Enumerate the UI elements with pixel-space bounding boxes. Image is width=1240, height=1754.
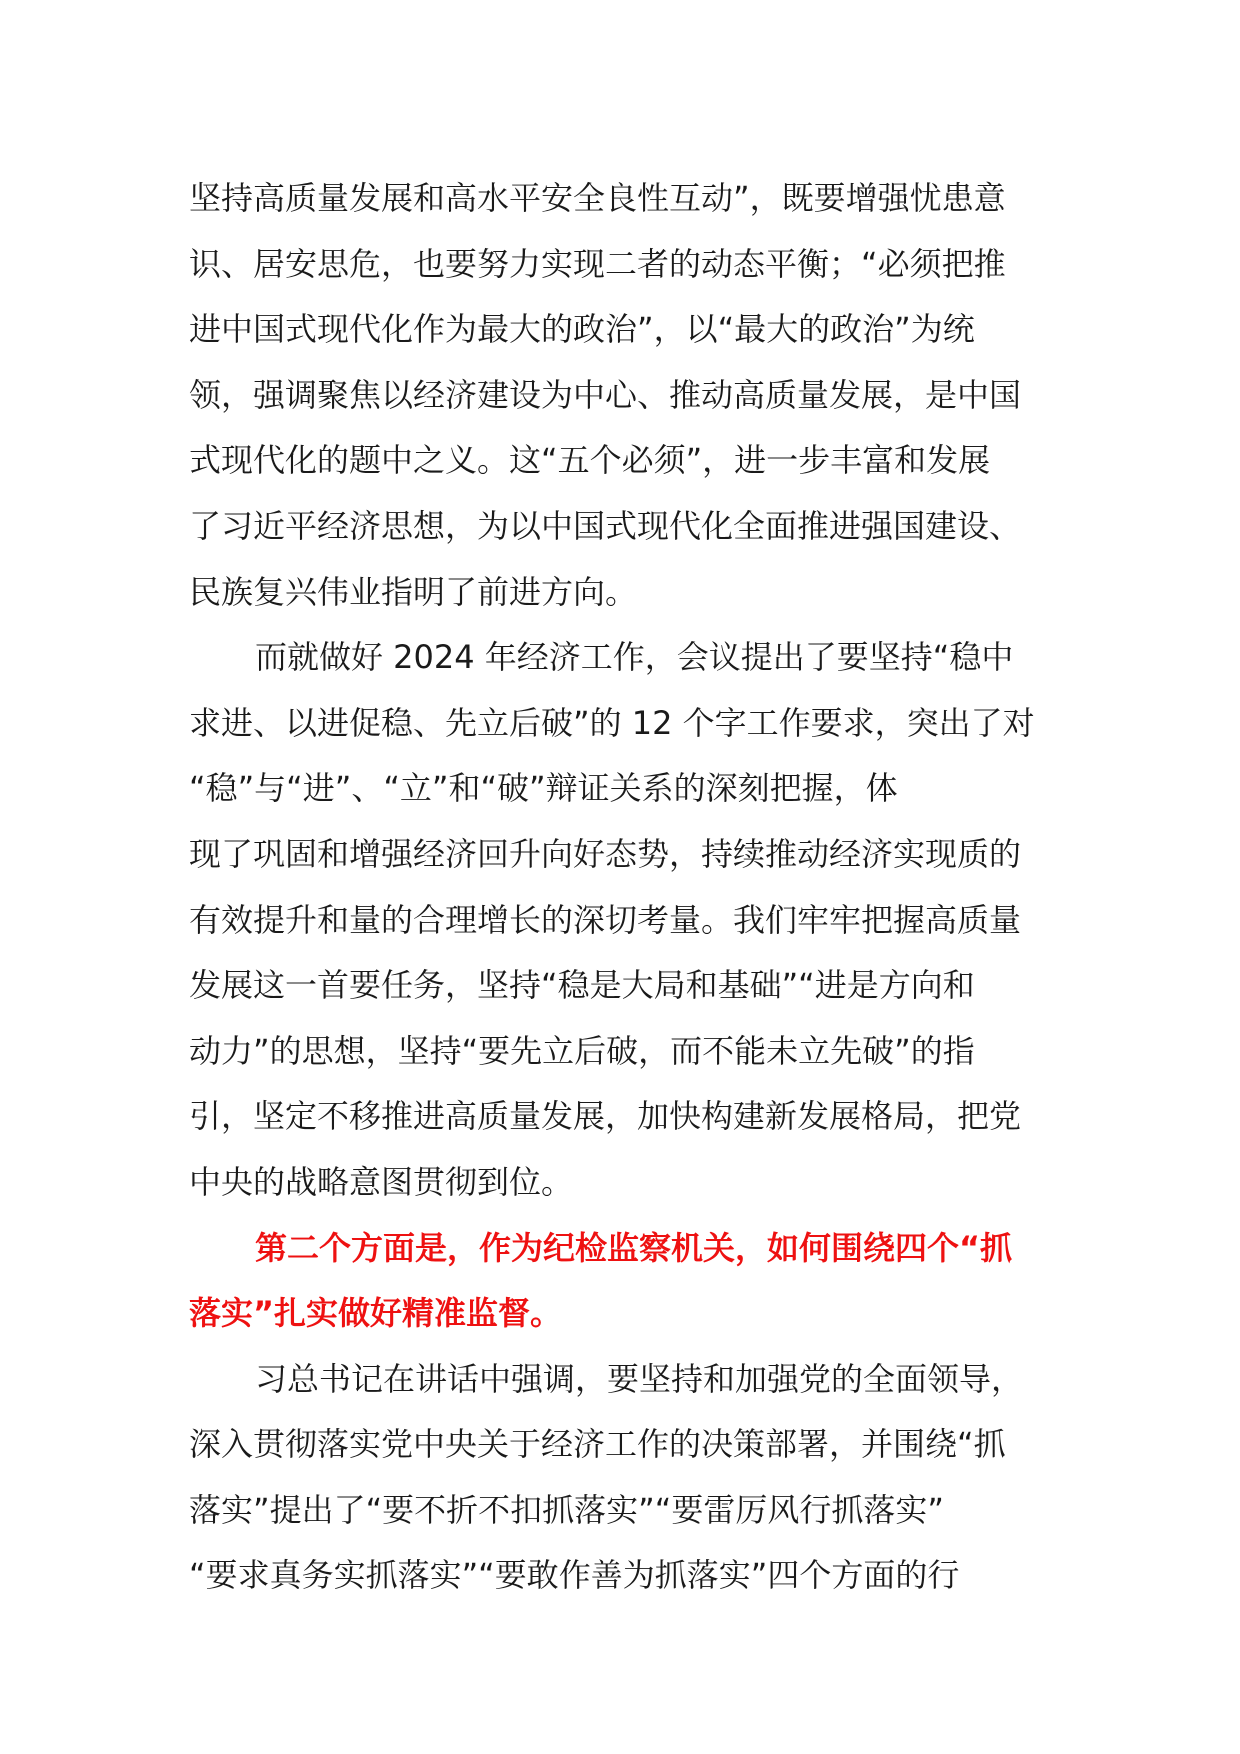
- text-line: 式现代化的题中之义。这“五个必须”，进一步丰富和发展: [189, 441, 991, 480]
- text-line: 深入贯彻落实党中央关于经济工作的决策部署，并围绕“抓: [189, 1425, 1006, 1464]
- paragraph-4: [189, 1347, 1059, 1609]
- text-line: 动力”的思想，坚持“要先立后破，而不能未立先破”的指: [189, 1031, 975, 1070]
- text-line: 求进、以进促稳、先立后破”的 12 个字工作要求，突出了对: [189, 703, 1035, 742]
- text-line: 中央的战略意图贯彻到位。: [189, 1162, 574, 1201]
- text-line: 识、居安思危，也要努力实现二者的动态平衡；“必须把推: [189, 244, 1006, 283]
- text-line: 了习近平经济思想，为以中国式现代化全面推进强国建设、: [189, 506, 1022, 545]
- text-line: 领，强调聚焦以经济建设为中心、推动高质量发展，是中国: [189, 375, 1022, 414]
- text-line: 进中国式现代化作为最大的政治”，以“最大的政治”为统: [189, 310, 975, 349]
- text-line: 有效提升和量的合理增长的深切考量。我们牢牢把握高质量: [189, 900, 1022, 939]
- text-line: 坚持高质量发展和高水平安全良性互动”，既要增强忧患意: [189, 179, 1006, 217]
- text-line: 发展这一首要任务，坚持“稳是大局和基础”“进是方向和: [189, 966, 975, 1005]
- text-line: 引，坚定不移推进高质量发展，加快构建新发展格局，把党: [189, 1097, 1022, 1136]
- heading-line: 第二个方面是，作为纪检监察机关，如何围绕四个“抓: [255, 1228, 1013, 1267]
- text-line: 民族复兴伟业指明了前进方向。: [189, 572, 638, 611]
- paragraph-1: [189, 166, 1059, 625]
- text-line: 而就做好 2024 年经济工作，会议提出了要坚持“稳中: [255, 638, 1014, 677]
- section-heading: [189, 1216, 1059, 1347]
- text-line: 习总书记在讲话中强调，要坚持和加强党的全面领导，: [255, 1359, 1024, 1398]
- text-line: “稳”与“进”、“立”和“破”辩证关系的深刻把握，体: [189, 769, 898, 808]
- heading-line: 落实”扎实做好精准监督。: [189, 1294, 563, 1333]
- paragraph-2: [189, 625, 1059, 1215]
- text-line: 落实”提出了“要不折不扣抓落实”“要雷厉风行抓落实”: [189, 1490, 944, 1529]
- document-body: [189, 166, 1059, 1609]
- text-line: “要求真务实抓落实”“要敢作善为抓落实”四个方面的行: [189, 1556, 960, 1595]
- text-line: 现了巩固和增强经济回升向好态势，持续推动经济实现质的: [189, 834, 1022, 873]
